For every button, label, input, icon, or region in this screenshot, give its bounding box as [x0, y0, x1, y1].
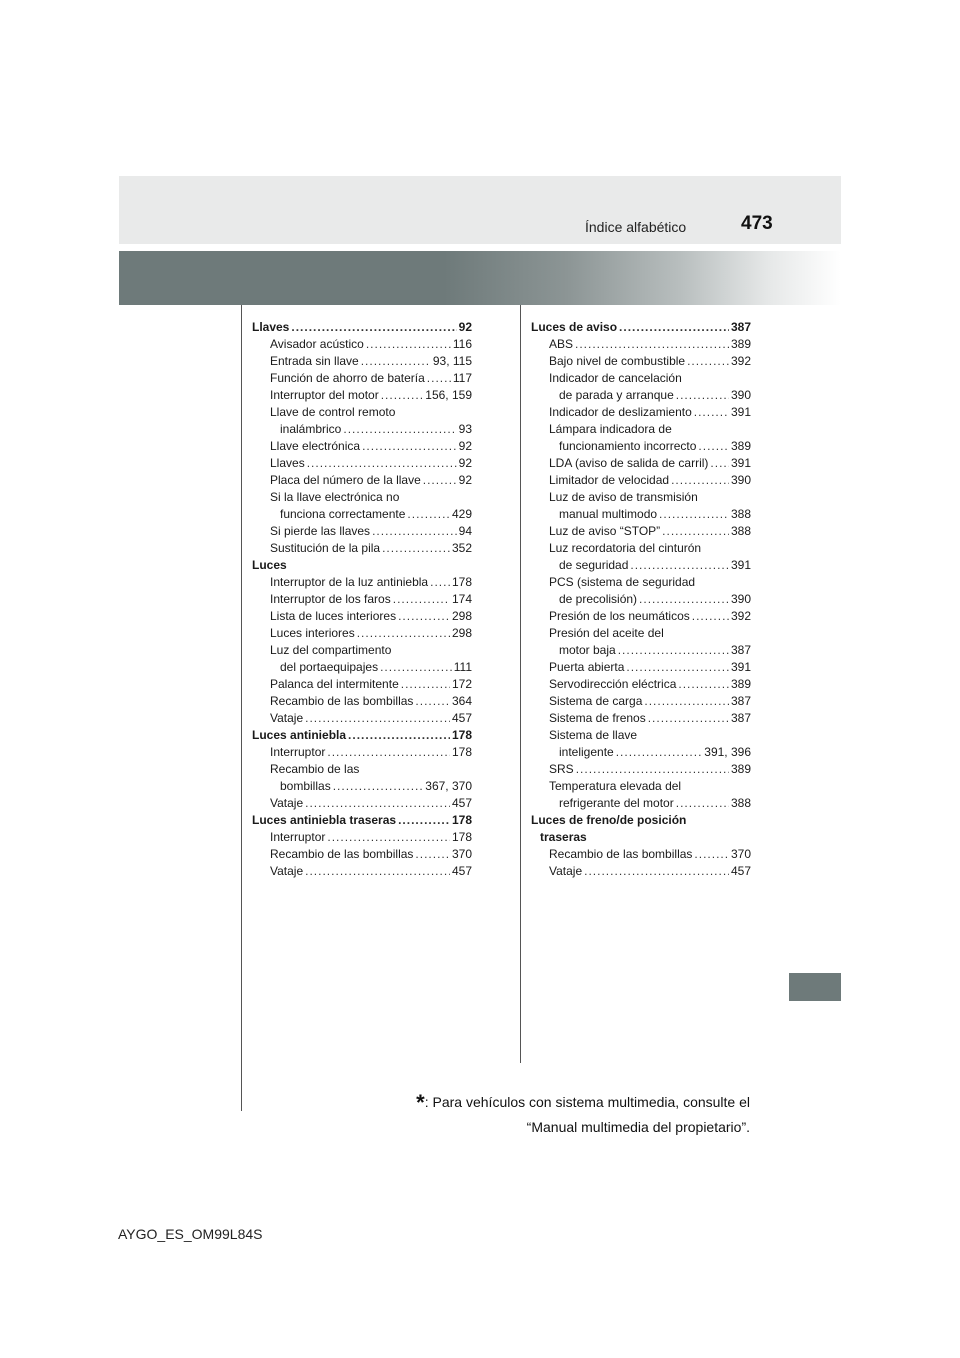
index-entry-pages: 389 — [730, 677, 751, 691]
index-entry-pages: 116 — [452, 337, 472, 351]
column-divider-middle — [520, 305, 521, 1063]
index-entry — [531, 795, 751, 812]
index-entry-pages: 370 — [451, 847, 472, 861]
index-entry-pages: 457 — [730, 864, 751, 878]
index-entry — [252, 608, 472, 625]
index-entry — [252, 455, 472, 472]
index-entry-pages: 117 — [452, 371, 472, 385]
index-entry — [252, 744, 472, 761]
index-entry-label: Interruptor de la luz antiniebla — [270, 575, 429, 589]
index-column-right — [531, 319, 751, 880]
decorative-gradient-band — [119, 251, 841, 305]
index-leader-dots — [327, 829, 450, 846]
index-entry-label: Bajo nivel de combustible — [549, 354, 686, 368]
index-entry — [531, 608, 751, 625]
index-leader-dots — [415, 846, 450, 863]
index-entry-label: Interruptor de los faros — [270, 592, 391, 606]
footnote-line-2: “Manual multimedia del propietario”. — [526, 1119, 750, 1135]
index-entry — [252, 676, 472, 693]
index-leader-dots — [327, 744, 450, 761]
index-entry — [531, 489, 751, 506]
index-entry — [252, 863, 472, 880]
index-entry-label: Sustitución de la pila — [270, 541, 381, 555]
index-entry-label: manual multimodo — [559, 507, 658, 521]
index-entry-pages: 178 — [451, 830, 472, 844]
index-entry-label: LDA (aviso de salida de carril) — [549, 456, 709, 470]
index-leader-dots — [576, 761, 729, 778]
index-entry-pages: 388 — [730, 524, 751, 538]
index-entry-label: Puerta abierta — [549, 660, 625, 674]
index-entry-label: Presión del aceite del — [549, 626, 664, 640]
index-entry — [531, 319, 751, 336]
index-entry-pages: 94 — [458, 524, 472, 538]
index-entry-pages: 174 — [451, 592, 472, 606]
index-entry-pages: 391 — [730, 456, 751, 470]
index-entry — [531, 472, 751, 489]
index-entry-pages: 391 — [730, 405, 751, 419]
index-entry — [531, 744, 751, 761]
index-entry — [531, 863, 751, 880]
index-entry-pages: 364 — [451, 694, 472, 708]
index-entry — [531, 591, 751, 608]
index-entry-label: PCS (sistema de seguridad — [549, 575, 696, 589]
index-entry-pages: 388 — [730, 507, 751, 521]
index-entry-label: Luz de aviso de transmisión — [549, 490, 698, 504]
index-leader-dots — [372, 523, 457, 540]
index-leader-dots — [676, 795, 729, 812]
index-column-left — [252, 319, 472, 880]
index-entry — [531, 336, 751, 353]
index-entry-label: Recambio de las bombillas — [549, 847, 693, 861]
index-entry-pages: 389 — [730, 439, 751, 453]
index-entry — [252, 812, 472, 829]
index-entry-label: Avisador acústico — [270, 337, 364, 351]
index-entry-pages: 178 — [451, 813, 472, 827]
index-entry — [252, 693, 472, 710]
index-entry-pages: 387 — [730, 643, 751, 657]
index-entry-label: Recambio de las bombillas — [270, 847, 414, 861]
index-entry-pages: 370 — [730, 847, 751, 861]
index-leader-dots — [380, 659, 452, 676]
index-entry-label: Función de ahorro de batería — [270, 371, 425, 385]
index-entry — [531, 642, 751, 659]
index-entry — [531, 710, 751, 727]
index-leader-dots — [676, 387, 729, 404]
index-leader-dots — [407, 506, 450, 523]
index-entry-pages: 178 — [451, 728, 472, 742]
index-entry-label: Luces de freno/de posición — [531, 813, 687, 827]
index-entry — [252, 761, 472, 778]
index-entry-label: Temperatura elevada del — [549, 779, 682, 793]
index-entry — [252, 557, 472, 574]
index-leader-dots — [662, 523, 729, 540]
index-entry-label: Luz del compartimento — [270, 643, 392, 657]
index-leader-dots — [305, 795, 450, 812]
index-entry-pages: 298 — [451, 609, 472, 623]
index-entry-pages: 92 — [458, 473, 472, 487]
index-entry-label: ABS — [549, 337, 574, 351]
index-entry-pages: 390 — [730, 473, 751, 487]
index-entry — [531, 353, 751, 370]
index-entry-label: Indicador de cancelación — [549, 371, 682, 385]
index-entry-label: funcionamiento incorrecto — [559, 439, 697, 453]
index-entry — [252, 387, 472, 404]
index-entry-pages: 93 — [458, 422, 472, 436]
index-entry-pages: 367, 370 — [425, 779, 472, 793]
page-number: 473 — [741, 213, 773, 234]
index-leader-dots — [305, 710, 450, 727]
index-leader-dots — [644, 693, 729, 710]
index-entry-label: Sistema de frenos — [549, 711, 646, 725]
index-entry-label: Interruptor — [270, 745, 326, 759]
footnote-line-1: : Para vehículos con sistema multimedia, consulte el — [424, 1094, 750, 1110]
index-entry — [531, 523, 751, 540]
index-entry-label: Luces — [252, 558, 287, 572]
index-leader-dots — [361, 353, 431, 370]
index-leader-dots — [343, 421, 456, 438]
index-leader-dots — [694, 846, 729, 863]
index-entry-label: Lámpara indicadora de — [549, 422, 672, 436]
index-entry-label: Vataje — [270, 864, 304, 878]
index-leader-dots — [659, 506, 729, 523]
index-entry-label: Lista de luces interiores — [270, 609, 397, 623]
index-entry-label: Recambio de las — [270, 762, 360, 776]
index-entry-pages: 457 — [451, 864, 472, 878]
index-entry-pages: 388 — [730, 796, 751, 810]
index-leader-dots — [639, 591, 729, 608]
index-entry-label: Sistema de llave — [549, 728, 638, 742]
index-entry-label: de precolisión) — [559, 592, 638, 606]
index-entry-label: de parada y arranque — [559, 388, 674, 402]
index-leader-dots — [698, 438, 729, 455]
index-entry-pages: 387 — [730, 320, 751, 334]
index-entry — [252, 336, 472, 353]
index-entry — [252, 846, 472, 863]
index-leader-dots — [678, 676, 729, 693]
index-entry — [252, 489, 472, 506]
index-entry-pages: 390 — [730, 592, 751, 606]
index-entry-label: Indicador de deslizamiento — [549, 405, 692, 419]
index-leader-dots — [291, 319, 456, 336]
index-leader-dots — [415, 693, 450, 710]
index-leader-dots — [393, 591, 450, 608]
index-entry — [252, 421, 472, 438]
index-entry-label: Sistema de carga — [549, 694, 643, 708]
index-entry-pages: 390 — [730, 388, 751, 402]
index-entry-label: Placa del número de la llave — [270, 473, 421, 487]
index-entry-label: Si pierde las llaves — [270, 524, 371, 538]
index-entry — [531, 506, 751, 523]
index-leader-dots — [357, 625, 450, 642]
index-entry — [252, 659, 472, 676]
index-entry — [531, 557, 751, 574]
index-entry — [531, 693, 751, 710]
index-entry-label: Llave de control remoto — [270, 405, 396, 419]
index-entry-label: Limitador de velocidad — [549, 473, 670, 487]
index-entry-label: Si la llave electrónica no — [270, 490, 400, 504]
index-entry-pages: 391 — [730, 558, 751, 572]
index-entry — [531, 778, 751, 795]
index-entry — [531, 829, 751, 846]
index-entry — [252, 795, 472, 812]
index-entry — [531, 455, 751, 472]
index-leader-dots — [710, 455, 729, 472]
index-entry — [252, 642, 472, 659]
index-leader-dots — [687, 353, 729, 370]
index-entry — [531, 846, 751, 863]
index-entry-label: Llaves — [270, 456, 305, 470]
index-leader-dots — [648, 710, 729, 727]
index-entry-label: inteligente — [559, 745, 614, 759]
index-entry-pages: 352 — [451, 541, 472, 555]
index-entry-label: Luz de aviso “STOP” — [549, 524, 661, 538]
index-entry-pages: 392 — [730, 609, 751, 623]
index-entry-label: Vataje — [549, 864, 583, 878]
index-entry-pages: 156, 159 — [425, 388, 472, 402]
index-entry — [252, 370, 472, 387]
index-entry-label: Luces antiniebla traseras — [252, 813, 397, 827]
index-leader-dots — [694, 404, 729, 421]
index-leader-dots — [362, 438, 457, 455]
header-band — [119, 176, 841, 244]
index-entry — [531, 812, 751, 829]
index-entry-pages: 389 — [730, 762, 751, 776]
index-entry-pages: 172 — [451, 677, 472, 691]
index-entry-label: Luces antiniebla — [252, 728, 347, 742]
index-entry — [252, 574, 472, 591]
index-entry — [531, 659, 751, 676]
index-entry-label: Palanca del intermitente — [270, 677, 399, 691]
index-entry — [252, 727, 472, 744]
index-leader-dots — [348, 727, 450, 744]
footnote — [416, 1090, 750, 1140]
index-entry-label: Recambio de las bombillas — [270, 694, 414, 708]
index-entry-pages: 391 — [730, 660, 751, 674]
index-entry-pages: 457 — [451, 711, 472, 725]
index-entry-label: refrigerante del motor — [559, 796, 674, 810]
index-leader-dots — [618, 642, 729, 659]
index-entry — [531, 761, 751, 778]
chapter-tab-marker — [789, 973, 841, 1001]
index-entry — [252, 353, 472, 370]
index-leader-dots — [575, 336, 729, 353]
index-entry-pages: 298 — [451, 626, 472, 640]
index-leader-dots — [630, 557, 729, 574]
index-entry-label: Llaves — [252, 320, 290, 334]
index-leader-dots — [671, 472, 729, 489]
index-entry-label: funciona correctamente — [280, 507, 406, 521]
index-leader-dots — [430, 574, 450, 591]
index-entry — [531, 727, 751, 744]
index-entry — [252, 404, 472, 421]
index-entry-pages: 92 — [458, 456, 472, 470]
index-entry-pages: 391, 396 — [704, 745, 751, 759]
index-entry-label: SRS — [549, 762, 574, 776]
index-entry-label: Llave electrónica — [270, 439, 361, 453]
index-entry — [531, 438, 751, 455]
index-entry-pages: 387 — [730, 711, 751, 725]
index-entry — [531, 421, 751, 438]
index-leader-dots — [626, 659, 729, 676]
index-entry — [531, 625, 751, 642]
index-leader-dots — [382, 540, 450, 557]
footnote-star: * — [416, 1090, 425, 1115]
index-entry — [252, 829, 472, 846]
index-entry — [531, 387, 751, 404]
index-leader-dots — [366, 336, 451, 353]
index-leader-dots — [616, 744, 703, 761]
index-entry — [252, 591, 472, 608]
index-entry-label: Entrada sin llave — [270, 354, 359, 368]
index-entry — [252, 625, 472, 642]
index-entry-label: bombillas — [280, 779, 331, 793]
index-leader-dots — [401, 676, 450, 693]
index-entry-label: Luces interiores — [270, 626, 355, 640]
index-entry-label: Vataje — [270, 711, 304, 725]
document-code: AYGO_ES_OM99L84S — [118, 1226, 263, 1242]
index-leader-dots — [305, 863, 450, 880]
index-entry — [252, 778, 472, 795]
index-entry-pages: 178 — [451, 745, 472, 759]
index-entry-label: Luces de aviso — [531, 320, 618, 334]
index-leader-dots — [423, 472, 457, 489]
index-entry-pages: 93, 115 — [432, 354, 472, 368]
index-entry-label: Servodirección eléctrica — [549, 677, 677, 691]
index-entry — [252, 540, 472, 557]
index-leader-dots — [398, 608, 450, 625]
index-entry — [252, 506, 472, 523]
index-leader-dots — [381, 387, 424, 404]
index-entry — [531, 574, 751, 591]
index-leader-dots — [333, 778, 424, 795]
index-leader-dots — [692, 608, 729, 625]
index-entry-pages: 392 — [730, 354, 751, 368]
index-leader-dots — [398, 812, 450, 829]
index-entry-pages: 387 — [730, 694, 751, 708]
index-entry-pages: 178 — [451, 575, 472, 589]
index-entry-label: traseras — [540, 830, 587, 844]
index-entry — [531, 676, 751, 693]
index-leader-dots — [584, 863, 729, 880]
index-entry — [531, 540, 751, 557]
index-entry — [252, 523, 472, 540]
index-entry — [252, 472, 472, 489]
section-title: Índice alfabético — [585, 219, 687, 235]
index-entry-label: de seguridad — [559, 558, 629, 572]
index-entry — [252, 710, 472, 727]
index-entry-label: Presión de los neumáticos — [549, 609, 690, 623]
index-entry-pages: 457 — [451, 796, 472, 810]
index-entry-pages: 389 — [730, 337, 751, 351]
index-entry — [531, 370, 751, 387]
index-entry-pages: 92 — [458, 320, 472, 334]
index-entry-label: Interruptor del motor — [270, 388, 379, 402]
index-entry-label: motor baja — [559, 643, 616, 657]
index-leader-dots — [427, 370, 451, 387]
index-entry — [252, 319, 472, 336]
index-entry — [531, 404, 751, 421]
column-divider-left — [241, 305, 242, 1111]
index-leader-dots — [619, 319, 729, 336]
index-entry-label: Vataje — [270, 796, 304, 810]
index-entry-label: inalámbrico — [280, 422, 342, 436]
index-entry — [252, 438, 472, 455]
index-entry-label: Luz recordatoria del cinturón — [549, 541, 702, 555]
index-entry-pages: 111 — [453, 660, 472, 674]
index-entry-label: del portaequipajes — [280, 660, 379, 674]
index-entry-label: Interruptor — [270, 830, 326, 844]
index-entry-pages: 429 — [451, 507, 472, 521]
index-leader-dots — [307, 455, 457, 472]
index-entry-pages: 92 — [458, 439, 472, 453]
